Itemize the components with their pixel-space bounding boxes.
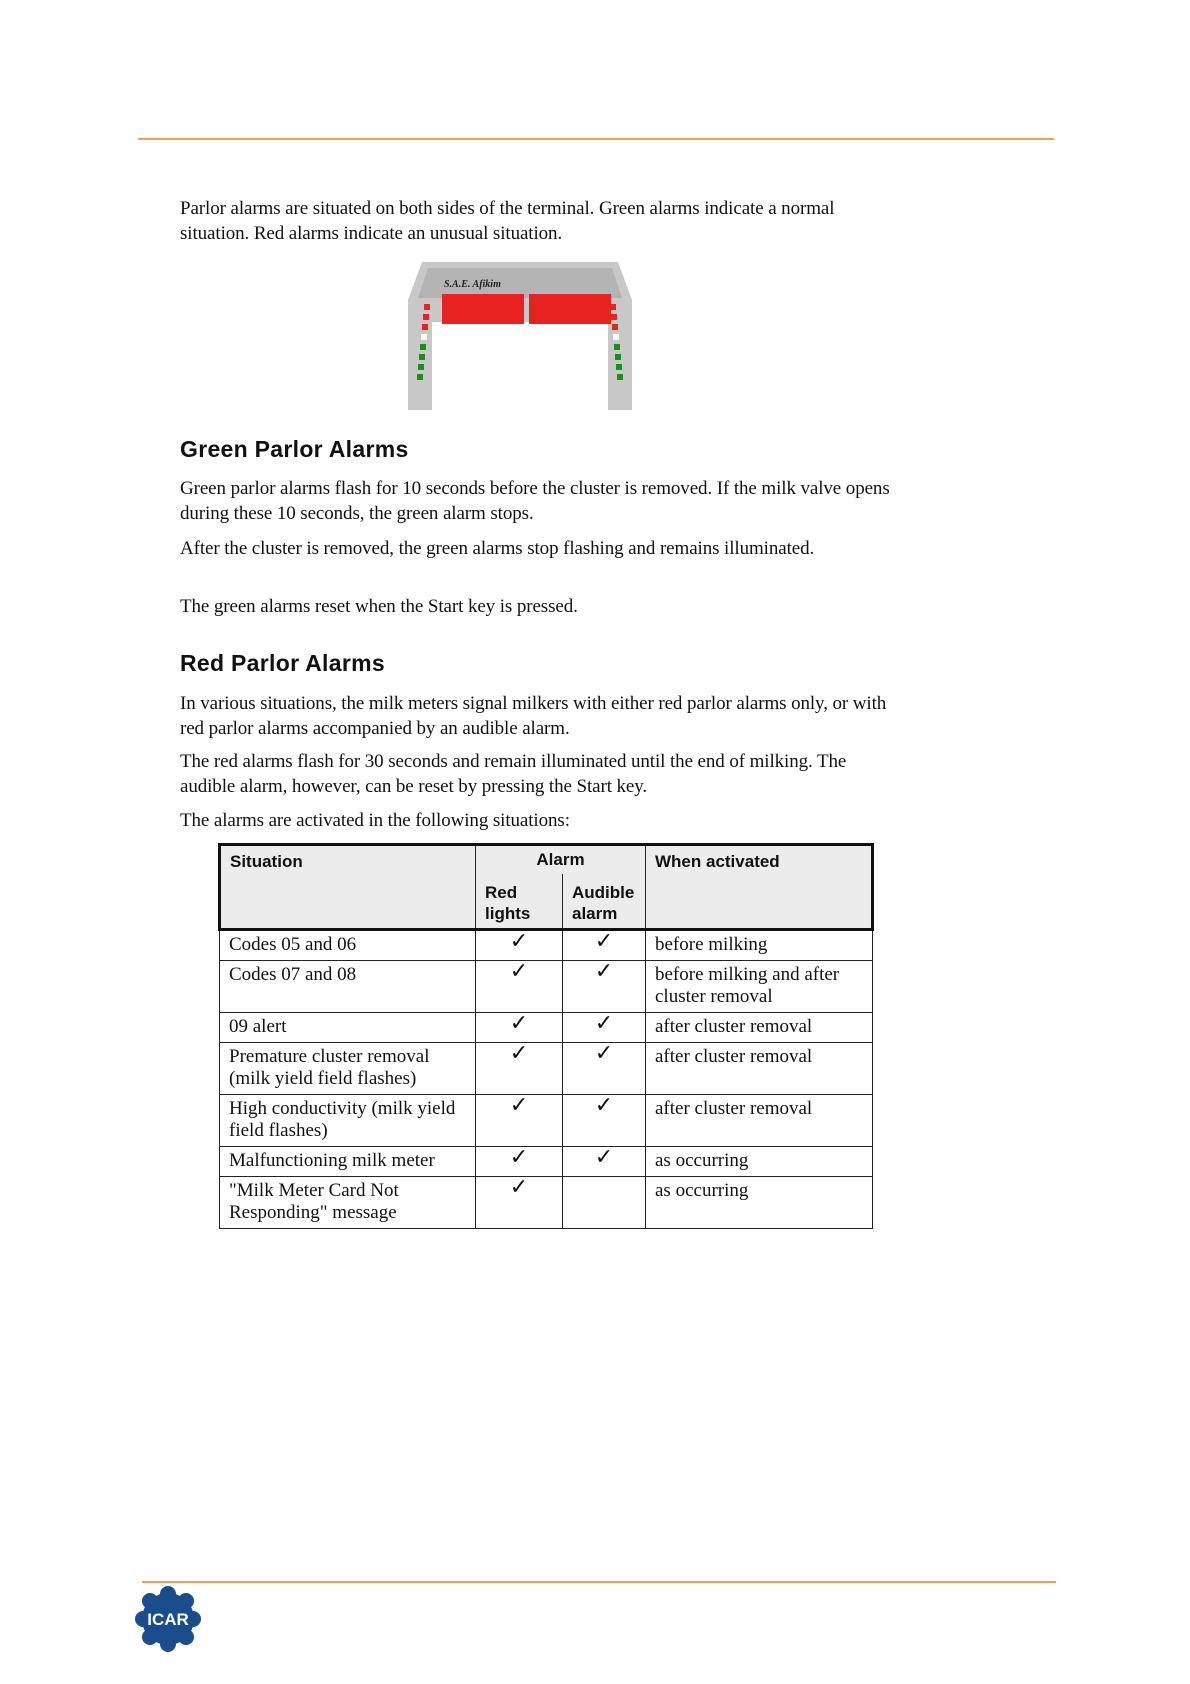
- cell-situation: Premature cluster removal (milk yield field flashes): [220, 1043, 476, 1095]
- cell-situation: High conductivity (milk yield field flashes): [220, 1095, 476, 1147]
- red-alarms-heading: Red Parlor Alarms: [180, 650, 385, 676]
- header-when-activated: When activated: [646, 845, 873, 930]
- footer-rule: [142, 1581, 1056, 1583]
- check-red-icon: ✓: [476, 1043, 563, 1095]
- cell-when: after cluster removal: [646, 1013, 873, 1043]
- green-paragraph-3: The green alarms reset when the Start key is pressed.: [180, 596, 578, 617]
- icar-logo-text: ICAR: [147, 1610, 189, 1629]
- cell-when: after cluster removal: [646, 1043, 873, 1095]
- green-paragraph-2: After the cluster is removed, the green alarms stop flashing and remains illuminated.: [180, 538, 815, 559]
- check-audible-icon: ✓: [563, 961, 646, 1013]
- table-row: [220, 1043, 873, 1095]
- check-audible-icon: ✓: [563, 930, 646, 961]
- table-row: [220, 1095, 873, 1147]
- check-audible-icon: [563, 1177, 646, 1229]
- cell-situation: Codes 05 and 06: [220, 930, 476, 961]
- red-paragraph-3: The alarms are activated in the following situations:: [180, 810, 570, 831]
- table-row: [220, 930, 873, 961]
- check-red-icon: ✓: [476, 1147, 563, 1177]
- check-audible-icon: ✓: [563, 1147, 646, 1177]
- check-red-icon: ✓: [476, 961, 563, 1013]
- cell-when: as occurring: [646, 1177, 873, 1229]
- check-red-icon: ✓: [476, 1095, 563, 1147]
- header-alarm: Alarm: [476, 845, 646, 875]
- intro-paragraph: Parlor alarms are situated on both sides of the terminal. Green alarms indicate a normal situation. Red alarms indicate an unusual situation.: [180, 198, 835, 244]
- check-audible-icon: ✓: [563, 1013, 646, 1043]
- green-alarms-heading: Green Parlor Alarms: [180, 436, 409, 462]
- cell-situation: "Milk Meter Card Not Responding" message: [220, 1177, 476, 1229]
- header-audible-alarm: Audible alarm: [563, 874, 646, 930]
- header-red-lights: Red lights: [476, 874, 563, 930]
- icar-logo: [135, 1586, 201, 1652]
- cell-situation: Codes 07 and 08: [220, 961, 476, 1013]
- header-rule: [138, 138, 1054, 140]
- alarm-situations-table: [218, 843, 874, 1229]
- table-row: [220, 1177, 873, 1229]
- check-red-icon: ✓: [476, 1177, 563, 1229]
- table-row: [220, 1013, 873, 1043]
- cell-when: before milking and after cluster removal: [646, 961, 873, 1013]
- check-audible-icon: ✓: [563, 1095, 646, 1147]
- red-paragraph-2: The red alarms flash for 30 seconds and remain illuminated until the end of milking. The audible alarm, however, can be reset by pressing the Start key.: [180, 751, 847, 797]
- cell-when: after cluster removal: [646, 1095, 873, 1147]
- red-alarm-panel-left: [442, 294, 524, 324]
- check-red-icon: ✓: [476, 930, 563, 961]
- red-alarm-panel-right: [529, 294, 611, 324]
- check-red-icon: ✓: [476, 1013, 563, 1043]
- red-paragraph-1: In various situations, the milk meters signal milkers with either red parlor alarms only, or with red parlor alarms accompanied by an audible alarm.: [180, 693, 887, 739]
- header-situation: Situation: [220, 845, 476, 930]
- cell-when: as occurring: [646, 1147, 873, 1177]
- cell-situation: Malfunctioning milk meter: [220, 1147, 476, 1177]
- table-row: [220, 961, 873, 1013]
- terminal-brand-label: S.A.E. Afikim: [444, 279, 501, 290]
- terminal-illustration: [400, 262, 640, 412]
- check-audible-icon: ✓: [563, 1043, 646, 1095]
- table-row: [220, 1147, 873, 1177]
- cell-situation: 09 alert: [220, 1013, 476, 1043]
- green-paragraph-1: Green parlor alarms flash for 10 seconds before the cluster is removed. If the milk valve opens during these 10 seconds, the green alarm stops.: [180, 478, 890, 524]
- cell-when: before milking: [646, 930, 873, 961]
